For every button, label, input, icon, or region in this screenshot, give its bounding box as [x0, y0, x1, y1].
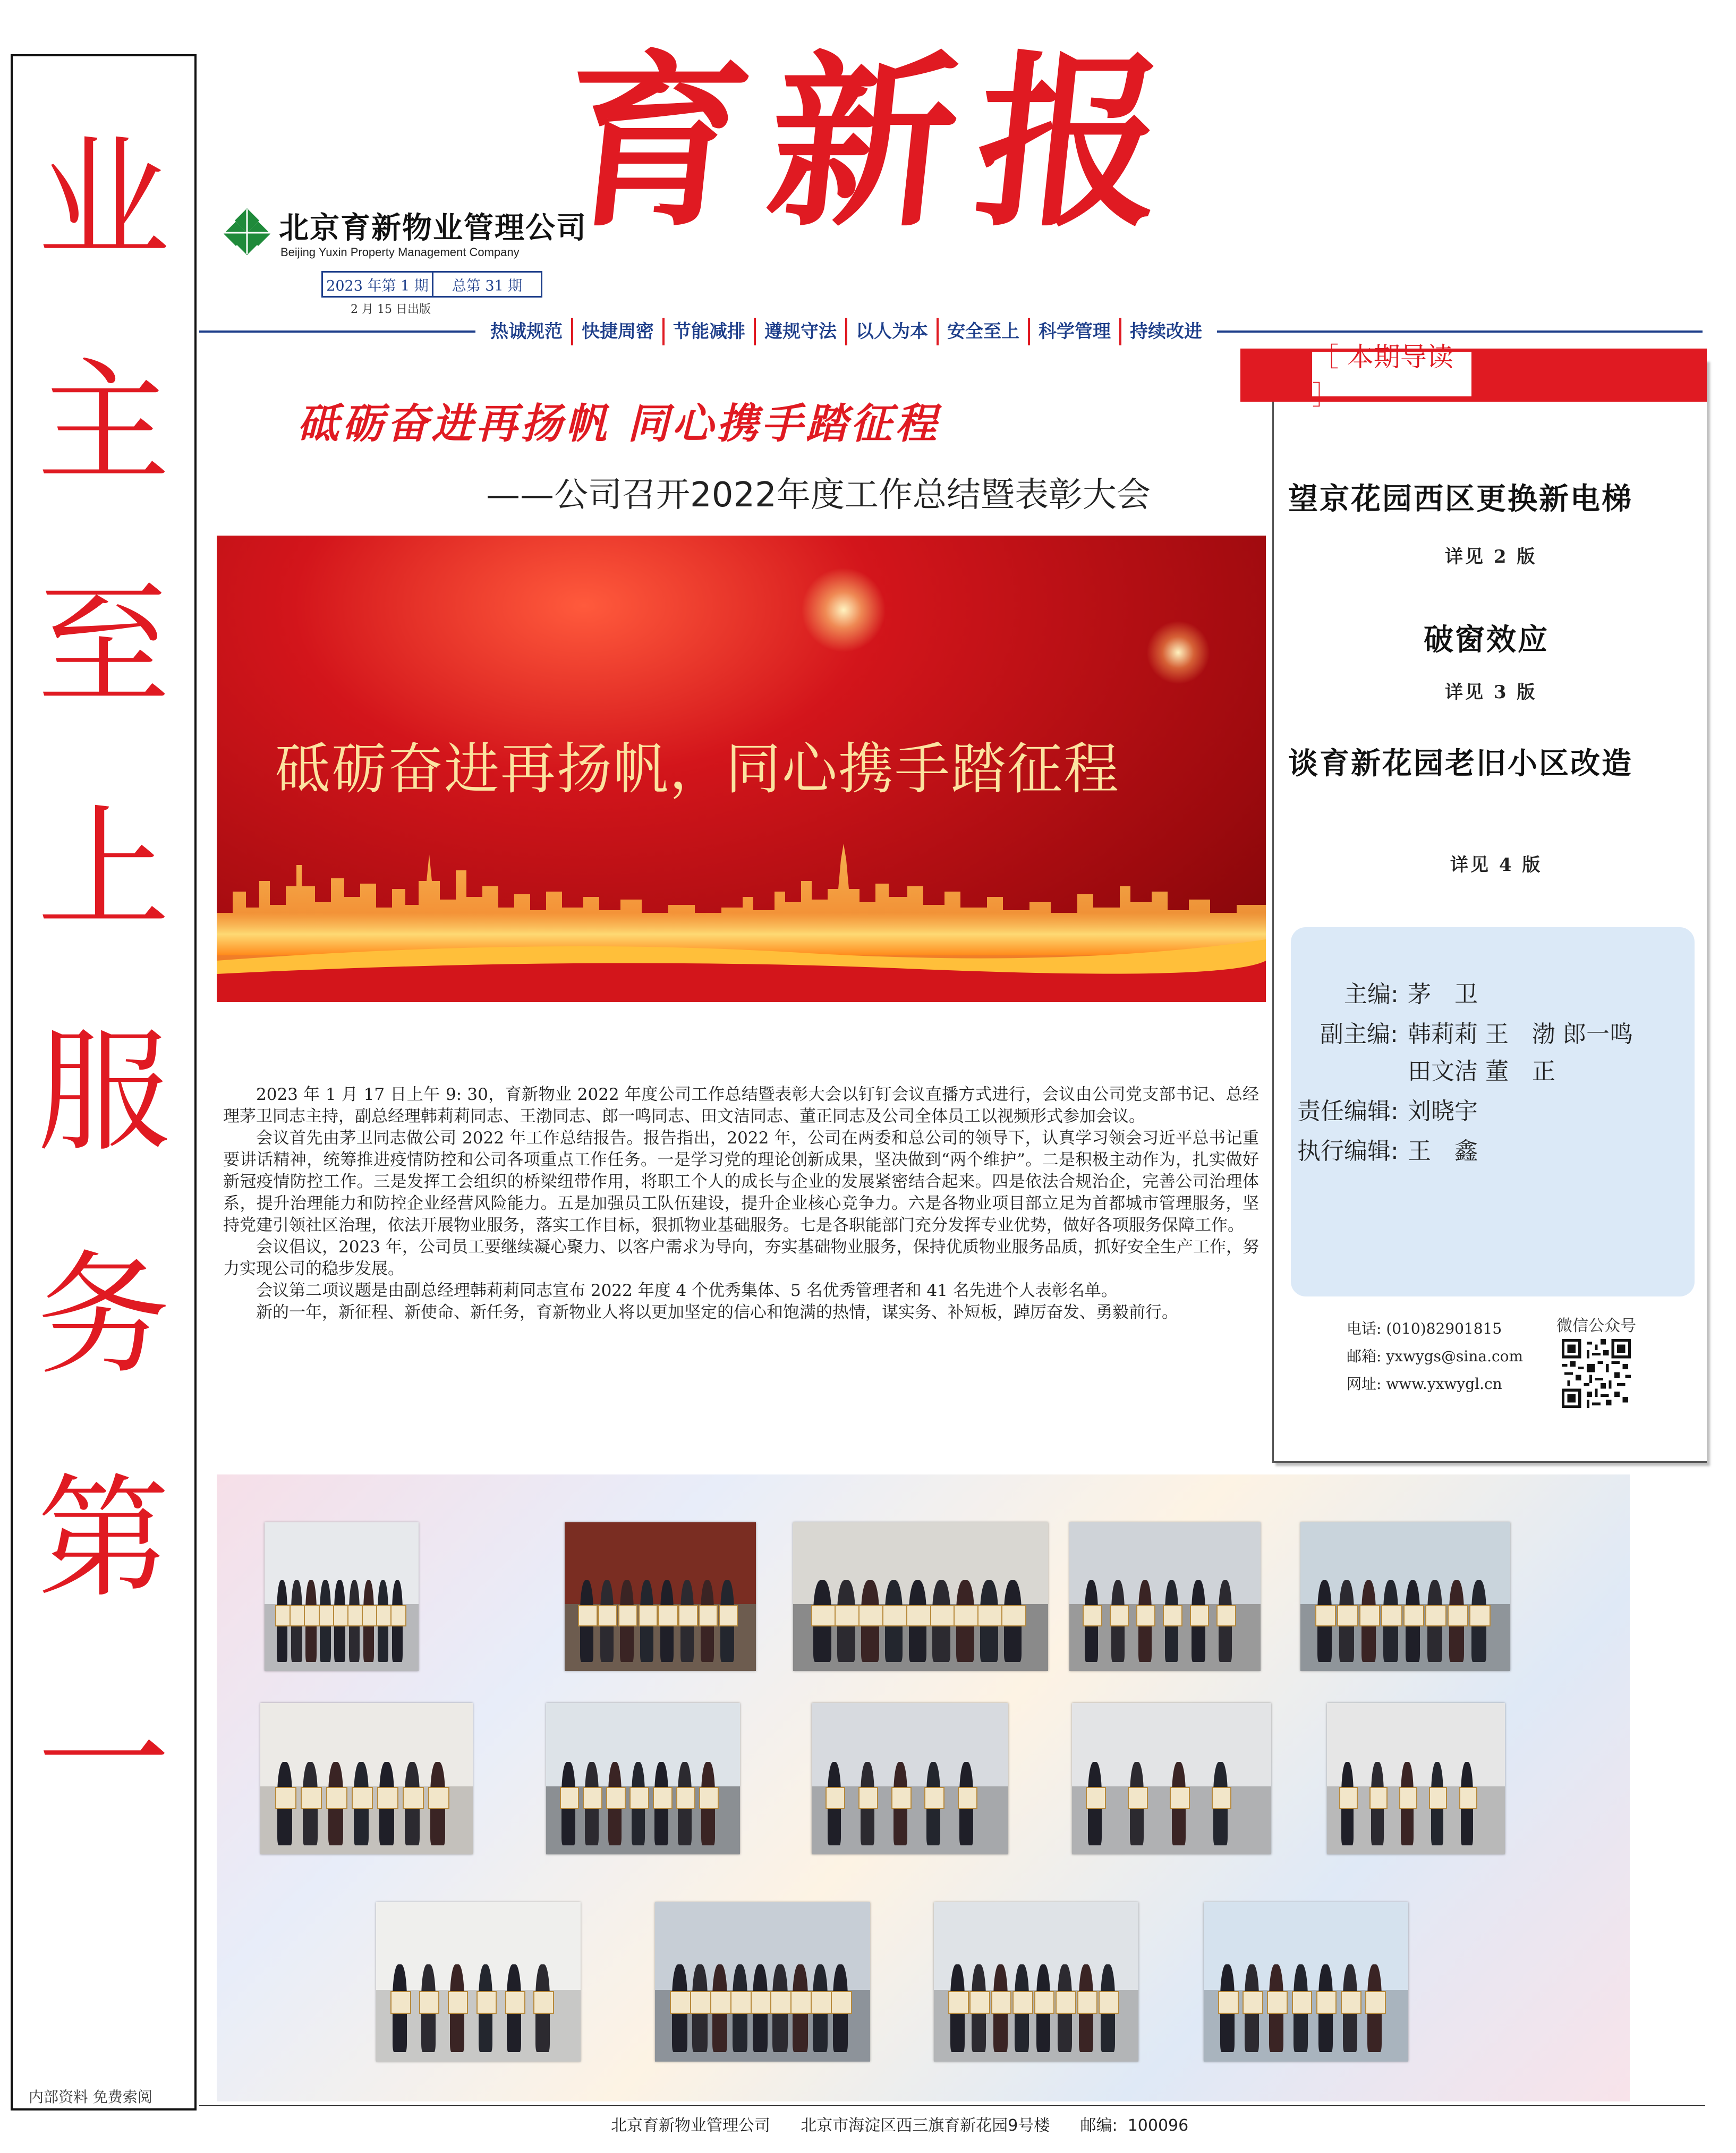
award-photo — [793, 1522, 1048, 1671]
award-certificate — [301, 1787, 322, 1809]
award-certificate — [347, 1605, 363, 1626]
slogan-char: 服 — [37, 1015, 170, 1169]
award-certificate — [533, 1991, 554, 2014]
award-certificate — [690, 1991, 711, 2014]
award-photo — [1327, 1703, 1505, 1854]
award-certificate — [618, 1605, 637, 1626]
website: 网址: www.yxwygl.cn — [1347, 1375, 1502, 1393]
headline: 砥砺奋进再扬帆 同心携手踏征程 — [297, 400, 940, 448]
award-certificate — [831, 1991, 852, 2014]
award-photo-collage — [217, 1474, 1630, 2101]
motto-item: 遵规守法 — [756, 318, 847, 345]
motto-item: 热诚规范 — [482, 318, 573, 345]
executive-editor: 王 鑫 — [1408, 1138, 1478, 1165]
award-certificate — [1469, 1605, 1491, 1626]
award-certificate — [275, 1605, 291, 1626]
award-certificate — [403, 1787, 424, 1809]
award-certificate — [560, 1787, 580, 1809]
award-certificate — [1359, 1605, 1381, 1626]
event-banner-image — [217, 536, 1266, 1002]
guide-item-page: 详见 2 版 — [1445, 546, 1537, 567]
award-certificate — [1077, 1991, 1098, 2014]
banner-text: 砥砺奋进再扬帆，同心携手踏征程 — [275, 736, 1120, 801]
guide-panel — [1272, 359, 1707, 1463]
executive-editor-label: 执行编辑: — [1297, 1138, 1399, 1165]
article-paragraph: 会议第二项议题是由副总经理韩莉莉同志宣布 2022 年度 4 个优秀集体、5 名优秀管理者和 41 名先进个人表彰名单。 — [256, 1281, 1118, 1300]
guide-header-bar — [1240, 349, 1707, 402]
award-certificate — [924, 1787, 944, 1809]
award-certificate — [1083, 1605, 1102, 1626]
award-certificate — [1369, 1787, 1388, 1809]
award-certificate — [1337, 1605, 1358, 1626]
award-certificate — [751, 1991, 772, 2014]
deputy-editor-label: 副主编: — [1320, 1021, 1398, 1048]
article-body — [223, 1084, 1259, 1324]
award-certificate — [1339, 1787, 1357, 1809]
award-photo — [812, 1703, 1008, 1854]
slogan-char: 业 — [37, 122, 170, 277]
article-paragraph: 新的一年，新征程、新使命、新任务，育新物业人将以更加坚定的信心和饱满的热情，谋实务、补短板，踔厉奋发、勇毅前行。 — [256, 1303, 1178, 1322]
email: 邮箱: yxwygs@sina.com — [1347, 1347, 1524, 1365]
responsible-editor: 刘晓宇 — [1408, 1098, 1478, 1125]
award-certificate — [1170, 1787, 1190, 1809]
phone: 电话: (010)82901815 — [1347, 1320, 1502, 1337]
award-certificate — [1316, 1991, 1337, 2014]
award-certificate — [658, 1605, 677, 1626]
motto-item: 持续改进 — [1130, 321, 1202, 342]
award-certificate — [352, 1787, 373, 1809]
award-certificate — [304, 1605, 320, 1626]
award-certificate — [1190, 1605, 1209, 1626]
guide-title: ［ 本期导读 ］ — [1312, 352, 1471, 396]
photo-background — [1069, 1522, 1261, 1604]
award-certificate — [1034, 1991, 1055, 2014]
slogan-char: 至 — [37, 569, 170, 723]
slogan-char: 主 — [37, 345, 170, 500]
newspaper-title: 育新报 — [551, 35, 1196, 252]
motto-item: 快捷周密 — [573, 318, 665, 345]
award-certificate — [954, 1605, 978, 1626]
award-certificate — [1399, 1787, 1417, 1809]
light-flare — [801, 567, 886, 652]
award-certificate — [1292, 1991, 1313, 2014]
award-certificate — [1381, 1605, 1402, 1626]
article-paragraph: 会议首先由茅卫同志做公司 2022 年工作总结报告。报告指出，2022 年，公司在两委和总公司的领导下，认真学习领会习近平总书记重要讲话精神，统筹推进疫情防控和公司各项重点工作任务。一是学习党的理论创新成果，坚决做到“两个维护”。二是积极主动作为，扎实做好新冠疫情防控工作。三是发挥工会组织的桥梁纽带作用，将职工个人的成长与企业的发展紧密结合起来。四是依法合规治企，完善公司治理体系，提升治理能力和防控企业经营风险能力。五是加强员工队伍建设，提升企业核心竞争力。六是各物业项目部立足为首都城市管理服务，坚持党建引领社区治理，依法开展物业服务，落实工作目标，狠抓物业基础服务。七是各职能部门充分发挥专业优势，做好各项服务保障工作。 — [223, 1129, 1259, 1235]
motto-item: 节能减排 — [665, 318, 756, 345]
award-certificate — [319, 1605, 335, 1626]
award-certificate — [1365, 1991, 1386, 2014]
award-certificate — [377, 1787, 398, 1809]
award-certificate — [1403, 1605, 1425, 1626]
award-certificate — [362, 1605, 378, 1626]
light-flare — [1146, 621, 1210, 684]
guide-item-title: 破窗效应 — [1424, 623, 1549, 657]
wechat-qr-code-icon — [1556, 1339, 1636, 1408]
company-name-en: Beijing Yuxin Property Management Company — [280, 245, 520, 259]
internal-notice: 内部资料 免费索阅 — [29, 2088, 152, 2106]
award-certificate — [578, 1605, 597, 1626]
footer-address: 北京育新物业管理公司 北京市海淀区西三旗育新花园9号楼 邮编: 100096 — [611, 2116, 1189, 2135]
award-certificate — [333, 1605, 349, 1626]
award-certificate — [1001, 1605, 1026, 1626]
award-certificate — [1315, 1605, 1337, 1626]
award-certificate — [790, 1991, 812, 2014]
city-skyline — [217, 833, 1266, 1002]
award-certificate — [1099, 1991, 1119, 2014]
award-certificate — [699, 1605, 718, 1626]
award-certificate — [476, 1991, 497, 2014]
award-certificate — [676, 1787, 696, 1809]
award-certificate — [376, 1605, 392, 1626]
award-certificate — [606, 1787, 626, 1809]
guide-item-page: 详见 4 版 — [1450, 854, 1543, 876]
award-certificate — [891, 1787, 911, 1809]
issue-date: 2 月 15 日出版 — [351, 303, 431, 316]
award-certificate — [1163, 1605, 1182, 1626]
award-certificate — [639, 1605, 658, 1626]
award-certificate — [390, 1605, 406, 1626]
slogan-char: 上 — [37, 792, 170, 946]
award-certificate — [448, 1991, 469, 2014]
award-certificate — [770, 1991, 792, 2014]
footer-divider — [199, 2105, 1705, 2106]
deputy-editors: 韩莉莉 王 渤 郎一鸣 — [1408, 1021, 1633, 1048]
award-certificate — [811, 1605, 836, 1626]
award-certificate — [719, 1605, 738, 1626]
award-certificate — [958, 1787, 977, 1809]
sub-headline: ——公司召开2022年度工作总结暨表彰大会 — [486, 476, 1151, 515]
slogan-char: 一 — [37, 1684, 170, 1839]
guide-item-page: 详见 3 版 — [1445, 682, 1537, 703]
slogan — [13, 88, 194, 1874]
award-certificate — [275, 1787, 296, 1809]
photo-background — [812, 1703, 1008, 1786]
award-certificate — [858, 1787, 878, 1809]
award-certificate — [598, 1605, 617, 1626]
award-certificate — [1429, 1787, 1447, 1809]
award-certificate — [1110, 1605, 1129, 1626]
award-certificate — [977, 1605, 1002, 1626]
photo-background — [1327, 1703, 1505, 1786]
wechat-label: 微信公众号 — [1556, 1317, 1636, 1335]
award-photo — [565, 1522, 756, 1671]
motto-item: 以人为本 — [847, 318, 939, 345]
award-certificate — [419, 1991, 440, 2014]
award-photo — [934, 1902, 1138, 2062]
contact-info — [1347, 1315, 1523, 1398]
award-certificate — [505, 1991, 526, 2014]
award-certificate — [710, 1991, 731, 2014]
award-certificate — [1425, 1605, 1446, 1626]
company-logo-icon — [223, 207, 271, 255]
award-certificate — [930, 1605, 955, 1626]
award-certificate — [326, 1787, 347, 1809]
responsible-editor-label: 责任编辑: — [1297, 1098, 1399, 1125]
award-certificate — [1216, 1605, 1236, 1626]
award-certificate — [1341, 1991, 1361, 2014]
photo-background — [1072, 1703, 1271, 1786]
award-photo — [1072, 1703, 1271, 1854]
award-certificate — [670, 1991, 691, 2014]
award-certificate — [811, 1991, 832, 2014]
award-photo — [260, 1703, 473, 1854]
award-certificate — [969, 1991, 990, 2014]
award-photo — [1069, 1522, 1261, 1671]
award-photo — [265, 1522, 419, 1671]
guide-item-title: 谈育新花园老旧小区改造 — [1288, 747, 1633, 781]
company-name-cn: 北京育新物业管理公司 — [279, 211, 587, 245]
award-photo — [1300, 1522, 1510, 1671]
guide-item-title: 望京花园西区更换新电梯 — [1288, 482, 1633, 516]
award-certificate — [948, 1991, 969, 2014]
motto-item: 科学管理 — [1030, 318, 1121, 345]
slogan-box — [11, 54, 197, 2110]
issue-number: 2023 年第 1 期 — [323, 273, 433, 296]
motto-bar — [475, 318, 1217, 345]
photo-background — [376, 1902, 581, 1990]
award-certificate — [1448, 1605, 1469, 1626]
issue-box — [321, 271, 542, 298]
award-certificate — [1056, 1991, 1076, 2014]
award-photo — [376, 1902, 581, 2062]
award-certificate — [826, 1787, 845, 1809]
award-certificate — [858, 1605, 883, 1626]
slogan-char: 务 — [37, 1238, 170, 1393]
deputy-editors: 田文洁 董 正 — [1408, 1058, 1555, 1085]
award-certificate — [1128, 1787, 1148, 1809]
motto-item: 安全至上 — [939, 318, 1030, 345]
award-certificate — [882, 1605, 907, 1626]
award-certificate — [428, 1787, 449, 1809]
issue-total: 总第 31 期 — [452, 277, 523, 294]
award-certificate — [390, 1991, 411, 2014]
slogan-char: 第 — [37, 1461, 170, 1616]
award-certificate — [699, 1787, 719, 1809]
chief-editor: 茅 卫 — [1408, 981, 1478, 1008]
article-paragraph: 2023 年 1 月 17 日上午 9: 30，育新物业 2022 年度公司工作总结暨表彰大会以钉钉会议直播方式进行，会议由公司党支部书记、总经理茅卫同志主持，副总经理韩莉莉同志、王渤同志、郎一鸣同志、田文洁同志、董正同志及公司全体员工以视频形式参加会议。 — [223, 1085, 1259, 1126]
award-certificate — [653, 1787, 673, 1809]
award-certificate — [1267, 1991, 1288, 2014]
award-certificate — [583, 1787, 602, 1809]
award-certificate — [1212, 1787, 1232, 1809]
award-photo — [655, 1902, 870, 2062]
award-certificate — [906, 1605, 931, 1626]
award-certificate — [1086, 1787, 1106, 1809]
award-certificate — [1136, 1605, 1155, 1626]
award-certificate — [991, 1991, 1012, 2014]
award-certificate — [1012, 1991, 1033, 2014]
award-certificate — [1243, 1991, 1263, 2014]
award-photo — [1204, 1902, 1408, 2062]
award-certificate — [730, 1991, 752, 2014]
award-certificate — [678, 1605, 697, 1626]
editorial-staff — [1291, 927, 1695, 1296]
award-certificate — [1218, 1991, 1239, 2014]
award-certificate — [835, 1605, 860, 1626]
award-certificate — [1459, 1787, 1477, 1809]
article-paragraph: 会议倡议，2023 年，公司员工要继续凝心聚力、以客户需求为导向，夯实基础物业服务，保持优质物业服务品质，抓好安全生产工作，努力实现公司的稳步发展。 — [223, 1237, 1259, 1278]
award-photo — [546, 1703, 740, 1854]
award-certificate — [629, 1787, 649, 1809]
award-certificate — [290, 1605, 305, 1626]
chief-editor-label: 主编: — [1344, 981, 1399, 1008]
